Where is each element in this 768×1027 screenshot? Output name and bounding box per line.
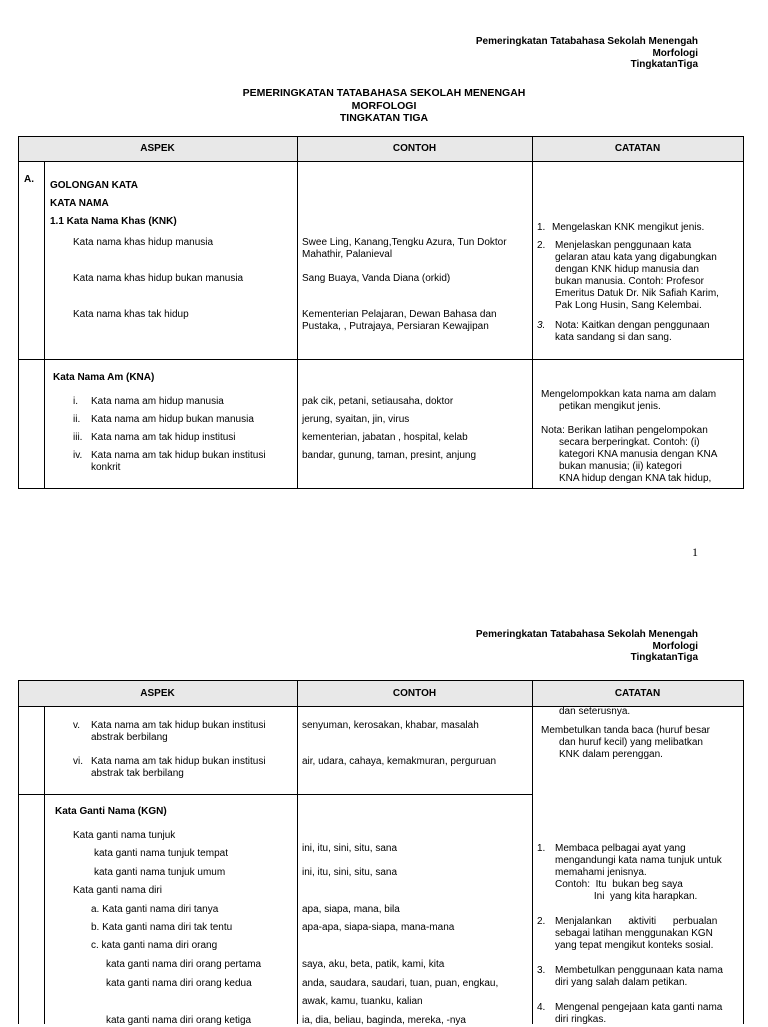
kgn-note-2-num: 2.	[537, 916, 546, 927]
kna-aspek-4-line-1: Kata nama am tak hidup bukan institusi	[91, 450, 266, 461]
kgn-note-4-line: Mengenal pengejaan kata ganti nama	[555, 1002, 723, 1013]
kna-note-line: Nota: Berikan latihan pengelompokan	[541, 425, 708, 436]
kgn-note-2-line: sebagai latihan menggunakan KGN	[555, 928, 713, 939]
kna-note-line: secara berperingkat. Contoh: (i)	[559, 437, 700, 448]
kna-note-line: bukan manusia; (ii) kategori	[559, 461, 682, 472]
knk-contoh-1-line-1: Swee Ling, Kanang,Tengku Azura, Tun Doktor	[302, 237, 507, 248]
kgn-note-2-line: Menjalankan aktiviti perbualan	[555, 916, 718, 927]
knk-aspek-3: Kata nama khas tak hidup	[73, 309, 189, 320]
kgn-note-3-num: 3.	[537, 965, 546, 976]
knk-note-1-text: Mengelaskan KNK mengikut jenis.	[552, 222, 705, 233]
rule	[532, 680, 533, 1024]
kna-note-line: Membetulkan tanda baca (huruf besar	[541, 725, 710, 736]
kgn-note-1-line: Contoh: Itu bukan beg saya	[555, 879, 683, 890]
rule	[297, 680, 298, 1024]
rule	[743, 136, 744, 489]
knk-contoh-3-line-2: Pustaka, , Putrajaya, Persiaran Kewajipan	[302, 321, 489, 332]
kgn-contoh: anda, saudara, saudari, tuan, puan, engkau,	[302, 978, 499, 989]
rule	[18, 136, 744, 137]
kgn-aspek: c. kata ganti nama diri orang	[91, 940, 218, 951]
heading-kna: Kata Nama Am (KNA)	[53, 372, 155, 383]
kgn-contoh: ia, dia, beliau, baginda, mereka, -nya	[302, 1015, 466, 1026]
heading-knk: 1.1 Kata Nama Khas (KNK)	[50, 216, 177, 227]
kgn-contoh: ini, itu, sini, situ, sana	[302, 843, 398, 854]
kgn-note-4-num: 4.	[537, 1002, 546, 1013]
kna-num-4: iv.	[73, 450, 83, 461]
col-header-aspek: ASPEK	[140, 688, 175, 699]
knk-note-3-line: kata sandang si dan sang.	[555, 332, 672, 343]
kna-note-line: petikan mengikut jenis.	[559, 401, 661, 412]
knk-aspek-2: Kata nama khas hidup bukan manusia	[73, 273, 244, 284]
kgn-contoh: awak, kamu, tuanku, kalian	[302, 996, 423, 1007]
title-line-1: PEMERINGKATAN TATABAHASA SEKOLAH MENENGAH	[242, 87, 526, 99]
header-line-3: TingkatanTiga	[630, 59, 698, 70]
rule	[18, 359, 744, 360]
kna-contoh-3: kementerian, jabatan , hospital, kelab	[302, 432, 468, 443]
title-line-3: TINGKATAN TIGA	[339, 112, 429, 124]
kgn-aspek: kata ganti nama diri orang ketiga	[106, 1015, 252, 1026]
header-line-1: Pemeringkatan Tatabahasa Sekolah Menengah	[475, 36, 698, 47]
kgn-note-1-line: memahami jenisnya.	[555, 867, 647, 878]
running-header	[476, 36, 698, 71]
kna-contoh-4: bandar, gunung, taman, presint, anjung	[302, 450, 477, 461]
kna-aspek-6-line-2: abstrak tak berbilang	[91, 768, 184, 779]
kgn-note-3-line: Membetulkan penggunaan kata nama	[555, 965, 723, 976]
title-line-2: MORFOLOGI	[351, 99, 417, 112]
col-header-aspek: ASPEK	[140, 143, 175, 154]
col-header-contoh: CONTOH	[392, 688, 437, 699]
knk-note-2-line: gelaran atau kata yang digabungkan	[555, 252, 717, 263]
kgn-aspek: kata ganti nama tunjuk umum	[94, 867, 226, 878]
kgn-note-1-line: Membaca pelbagai ayat yang	[555, 843, 686, 854]
kna-aspek-1: Kata nama am hidup manusia	[91, 396, 224, 407]
rule	[18, 161, 744, 162]
kna-note-line: Mengelompokkan kata nama am dalam	[541, 389, 717, 400]
page-title	[0, 87, 768, 125]
kgn-aspek: kata ganti nama diri orang kedua	[106, 978, 252, 989]
kgn-aspek: kata ganti nama tunjuk tempat	[94, 848, 228, 859]
kgn-contoh: apa, siapa, mana, bila	[302, 904, 400, 915]
kna-num-2: ii.	[73, 414, 81, 425]
kgn-note-1-num: 1.	[537, 843, 546, 854]
rule	[297, 136, 298, 489]
knk-note-2-line: dengan KNK hidup manusia dan	[555, 264, 699, 275]
knk-note-2-num: 2.	[537, 240, 546, 251]
kna-num-5: v.	[73, 720, 81, 731]
header-line-3: TingkatanTiga	[630, 652, 698, 663]
kgn-contoh: apa-apa, siapa-siapa, mana-mana	[302, 922, 455, 933]
page-number: 1	[692, 545, 698, 559]
knk-contoh-1-line-2: Mahathir, Palanieval	[302, 249, 393, 260]
kgn-contoh: ini, itu, sini, situ, sana	[302, 867, 398, 878]
kna-aspek-4-line-2: konkrit	[91, 462, 121, 473]
col-header-contoh: CONTOH	[392, 143, 437, 154]
kna-contoh-6: air, udara, cahaya, kemakmuran, perguruan	[302, 756, 496, 767]
kna-note-line: KNK dalam perenggan.	[559, 749, 663, 760]
kgn-note-4-line: diri ringkas.	[555, 1014, 607, 1025]
kna-aspek-3: Kata nama am tak hidup institusi	[91, 432, 236, 443]
kgn-note-3-line: diri yang salah dalam petikan.	[555, 977, 688, 988]
rule	[532, 136, 533, 489]
kna-num-6: vi.	[73, 756, 83, 767]
section-marker-a: A.	[24, 174, 34, 185]
kna-note-line: kategori KNA manusia dengan KNA	[559, 449, 718, 460]
kna-note-line: dan huruf kecil) yang melibatkan	[559, 737, 703, 748]
kgn-aspek: Kata ganti nama diri	[73, 885, 162, 896]
knk-note-2-line: Menjelaskan penggunaan kata	[555, 240, 692, 251]
rule	[18, 706, 744, 707]
col-header-catatan: CATATAN	[614, 143, 661, 154]
heading-kgn: Kata Ganti Nama (KGN)	[55, 806, 167, 817]
knk-aspek-1: Kata nama khas hidup manusia	[73, 237, 214, 248]
kna-aspek-2: Kata nama am hidup bukan manusia	[91, 414, 254, 425]
header-line-2: Morfologi	[652, 640, 698, 652]
kna-note-line: KNA hidup dengan KNA tak hidup,	[559, 473, 712, 484]
kna-num-3: iii.	[73, 432, 83, 443]
col-header-catatan: CATATAN	[614, 688, 661, 699]
kna-aspek-6-line-1: Kata nama am tak hidup bukan institusi	[91, 756, 266, 767]
kna-contoh-5: senyuman, kerosakan, khabar, masalah	[302, 720, 479, 731]
kna-aspek-5-line-2: abstrak berbilang	[91, 732, 168, 743]
kna-note-line: dan seterusnya.	[559, 706, 631, 717]
kna-contoh-1: pak cik, petani, setiausaha, doktor	[302, 396, 454, 407]
kgn-aspek: kata ganti nama diri orang pertama	[106, 959, 262, 970]
header-line-1: Pemeringkatan Tatabahasa Sekolah Menengah	[475, 629, 698, 640]
kgn-aspek: b. Kata ganti nama diri tak tentu	[91, 922, 233, 933]
kgn-note-2-line: yang tepat mengikut konteks sosial.	[555, 940, 714, 951]
knk-note-3-num: 3.	[537, 320, 546, 331]
kgn-note-1-line: Ini yang kita harapkan.	[555, 891, 698, 902]
rule	[743, 680, 744, 1024]
kgn-contoh: saya, aku, beta, patik, kami, kita	[302, 959, 445, 970]
knk-note-2-line: bukan manusia. Contoh: Profesor	[555, 276, 704, 287]
knk-note-2-line: Pak Long Husin, Sang Kelembai.	[555, 300, 702, 311]
rule	[18, 488, 744, 489]
header-line-2: Morfologi	[652, 47, 698, 59]
knk-note-2-line: Emeritus Datuk Dr. Nik Safiah Karim,	[555, 288, 719, 299]
rule	[44, 706, 45, 1024]
kgn-note-1-line: mengandungi kata nama tunjuk untuk	[555, 855, 722, 866]
rule	[18, 680, 744, 681]
kgn-aspek: Kata ganti nama tunjuk	[73, 830, 176, 841]
rule	[18, 794, 533, 795]
knk-note-1-num: 1.	[537, 222, 546, 233]
rule	[44, 161, 45, 489]
kna-aspek-5-line-1: Kata nama am tak hidup bukan institusi	[91, 720, 266, 731]
knk-contoh-3-line-1: Kementerian Pelajaran, Dewan Bahasa dan	[302, 309, 497, 320]
heading-kata-nama: KATA NAMA	[50, 198, 109, 209]
kgn-aspek: a. Kata ganti nama diri tanya	[91, 904, 219, 915]
kna-num-1: i.	[73, 396, 78, 407]
heading-golongan-kata: GOLONGAN KATA	[50, 180, 138, 191]
rule	[18, 680, 19, 1024]
knk-contoh-2: Sang Buaya, Vanda Diana (orkid)	[302, 273, 451, 284]
kna-contoh-2: jerung, syaitan, jin, virus	[302, 414, 410, 425]
knk-note-3-line: Nota: Kaitkan dengan penggunaan	[555, 320, 710, 331]
rule	[18, 136, 19, 489]
running-header-page-2	[476, 629, 698, 664]
